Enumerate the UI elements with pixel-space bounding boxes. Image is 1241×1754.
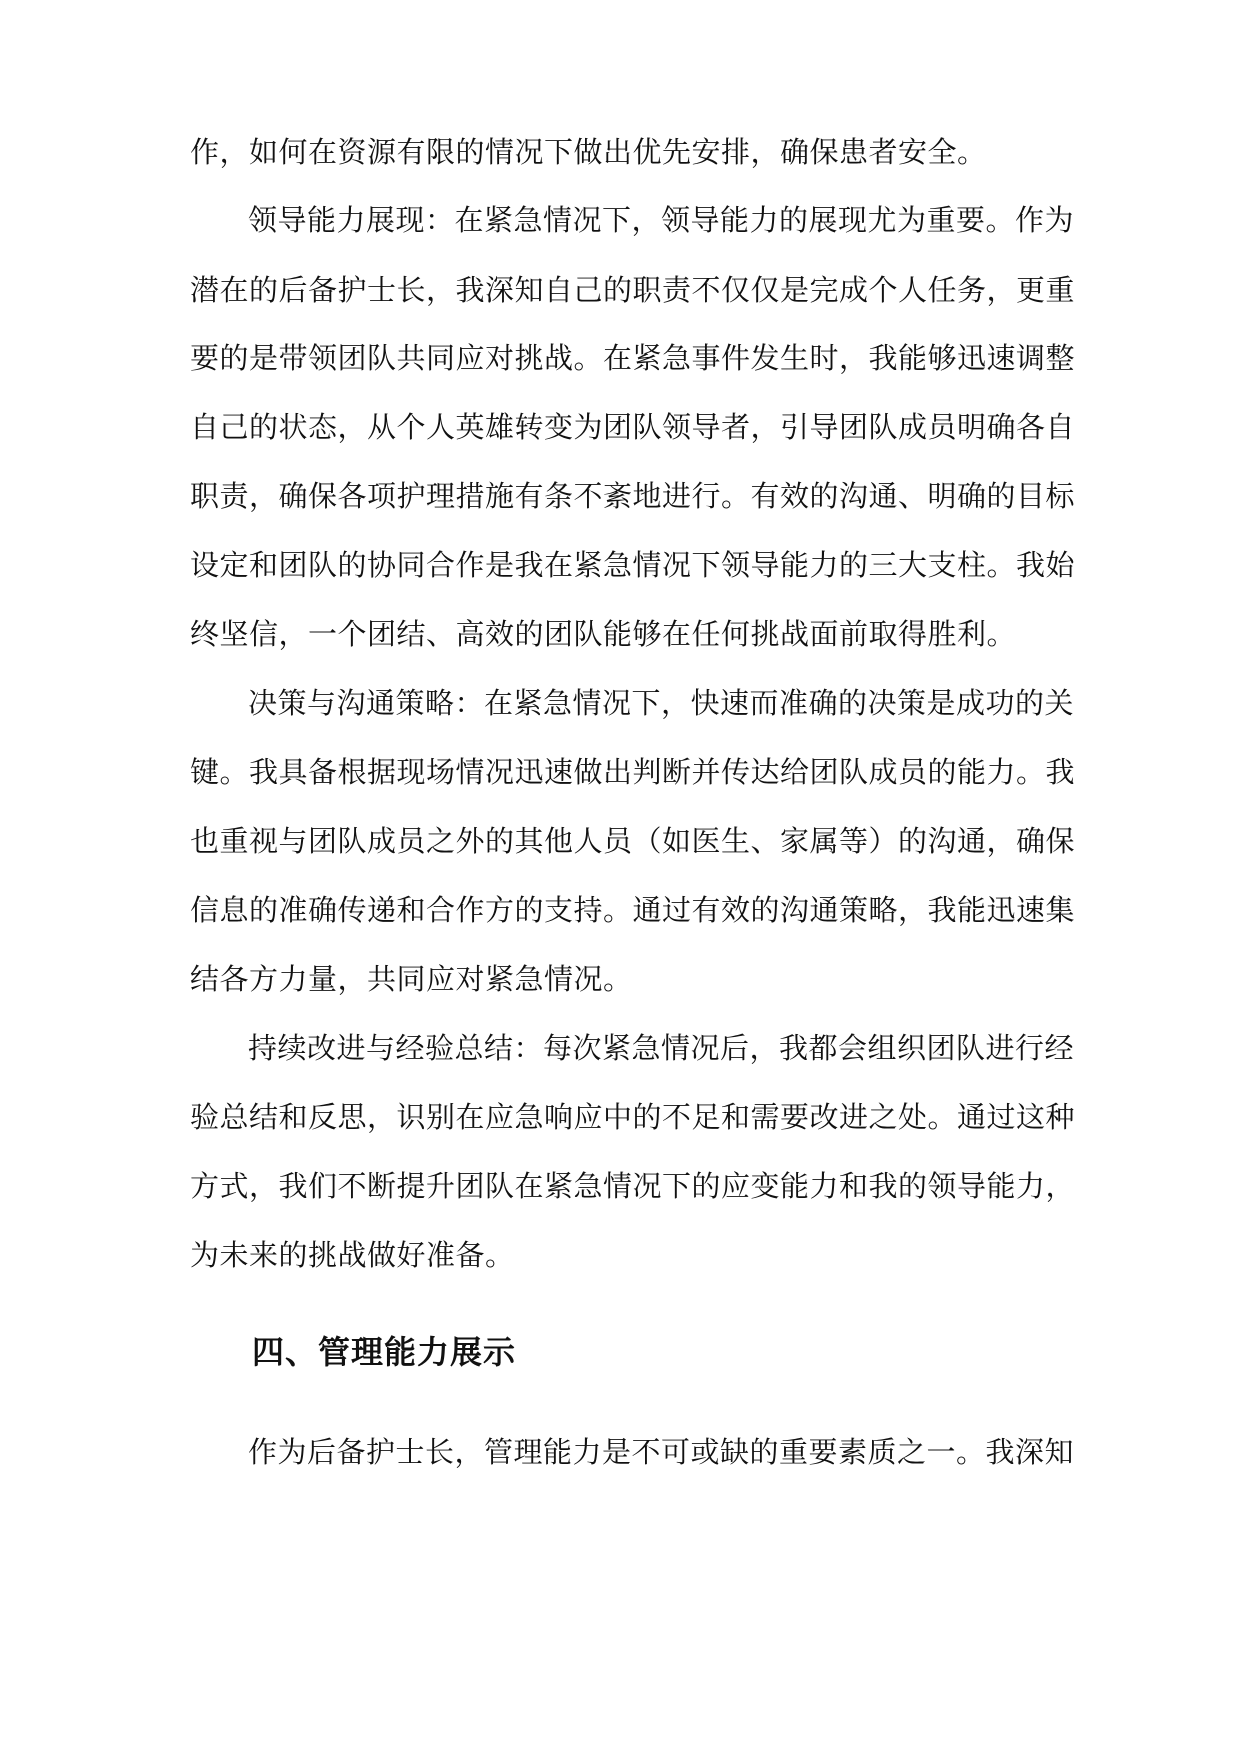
- paragraph-line: 作，如何在资源有限的情况下做出优先安排，确保患者安全。: [190, 135, 987, 169]
- paragraph-line: 持续改进与经验总结：每次紧急情况后，我都会组织团队进行经: [248, 1031, 1075, 1065]
- paragraph-line: 也重视与团队成员之外的其他人员（如医生、家属等）的沟通，确保: [190, 824, 1076, 858]
- paragraph-line: 信息的准确传递和合作方的支持。通过有效的沟通策略，我能迅速集: [190, 893, 1076, 927]
- paragraph-line: 职责，确保各项护理措施有条不紊地进行。有效的沟通、明确的目标: [190, 479, 1076, 513]
- paragraph-line: 潜在的后备护士长，我深知自己的职责不仅仅是完成个人任务，更重: [190, 273, 1076, 307]
- paragraph-line: 领导能力展现：在紧急情况下，领导能力的展现尤为重要。作为: [248, 203, 1075, 237]
- paragraph-line: 为未来的挑战做好准备。: [190, 1238, 515, 1272]
- paragraph-line: 结各方力量，共同应对紧急情况。: [190, 962, 633, 996]
- paragraph-line: 设定和团队的协同合作是我在紧急情况下领导能力的三大支柱。我始: [190, 548, 1076, 582]
- paragraph-line: 验总结和反思，识别在应急响应中的不足和需要改进之处。通过这种: [190, 1100, 1076, 1134]
- paragraph-line: 键。我具备根据现场情况迅速做出判断并传达给团队成员的能力。我: [190, 755, 1076, 789]
- paragraph-line: 方式，我们不断提升团队在紧急情况下的应变能力和我的领导能力，: [190, 1169, 1076, 1203]
- section-heading: 四、管理能力展示: [252, 1333, 517, 1371]
- paragraph-line: 自己的状态，从个人英雄转变为团队领导者，引导团队成员明确各自: [190, 410, 1076, 444]
- paragraph-line: 作为后备护士长，管理能力是不可或缺的重要素质之一。我深知: [248, 1435, 1075, 1469]
- paragraph-line: 决策与沟通策略：在紧急情况下，快速而准确的决策是成功的关: [248, 686, 1075, 720]
- paragraph-line: 终坚信，一个团结、高效的团队能够在任何挑战面前取得胜利。: [190, 617, 1017, 651]
- paragraph-line: 要的是带领团队共同应对挑战。在紧急事件发生时，我能够迅速调整: [190, 341, 1076, 375]
